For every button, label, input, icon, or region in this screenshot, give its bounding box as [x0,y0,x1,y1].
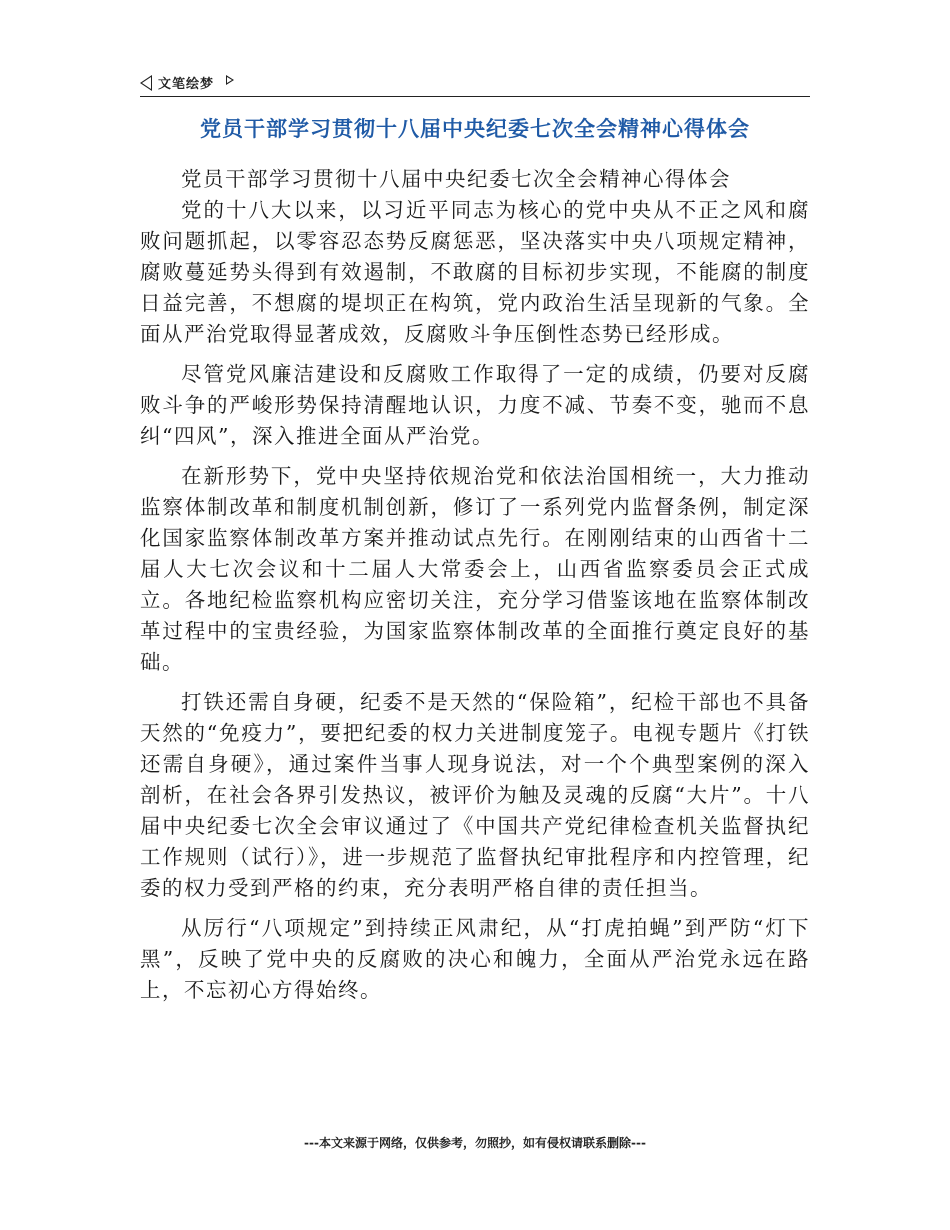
page-footer-disclaimer: ---本文来源于网络，仅供参考，勿照抄，如有侵权请联系删除--- [304,1136,646,1150]
triangle-left-icon [140,75,152,91]
document-body [140,164,810,1015]
body-paragraph: 在新形势下，党中央坚持依规治党和依法治国相统一，大力推动监察体制改革和制度机制创新，修订了一系列党内监督条例，制定深化国家监察体制改革方案并推动试点先行。在刚刚结束的山西省十二届人大七次会议和十二届人大常委会上，山西省监察委员会正式成立。各地纪检监察机构应密切关注，充分学习借鉴该地在监察体制改革过程中的宝贵经验，为国家监察体制改革的全面推行奠定良好的基础。 [140,464,810,674]
document-title: 党员干部学习贯彻十八届中央纪委七次全会精神心得体会 [200,117,750,141]
body-paragraph: 从厉行“八项规定”到持续正风肃纪，从“打虎拍蝇”到严防“灯下黑”，反映了党中央的反腐败的决心和魄力，全面从严治党永远在路上，不忘初心方得始终。 [140,916,810,1002]
body-subtitle-paragraph: 党员干部学习贯彻十八届中央纪委七次全会精神心得体会 [181,167,731,191]
page-header [140,70,810,97]
body-paragraph: 党的十八大以来，以习近平同志为核心的党中央从不正之风和腐败问题抓起，以零容忍态势反腐惩恶，坚决落实中央八项规定精神，腐败蔓延势头得到有效遏制，不敢腐的目标初步实现，不能腐的制度日益完善，不想腐的堤坝正在构筑，党内政治生活呈现新的气象。全面从严治党取得显著成效，反腐败斗争压倒性态势已经形成。 [140,198,810,346]
header-brand-group [140,73,234,92]
triangle-right-icon [226,75,234,85]
body-paragraph: 尽管党风廉洁建设和反腐败工作取得了一定的成绩，仍要对反腐败斗争的严峻形势保持清醒地认识，力度不减、节奏不变，驰而不息纠“四风”，深入推进全面从严治党。 [140,362,810,448]
header-brand: 文笔绘梦 [158,77,215,92]
body-paragraph: 打铁还需自身硬，纪委不是天然的“保险箱”，纪检干部也不具备天然的“免疫力”，要把纪委的权力关进制度笼子。电视专题片《打铁还需自身硬》，通过案件当事人现身说法，对一个个典型案例的深入剖析，在社会各界引发热议，被评价为触及灵魂的反腐“大片”。十八届中央纪委七次全会审议通过了《中国共产党纪律检查机关监督执纪工作规则（试行）》，进一步规范了监督执纪审批程序和内控管理，纪委的权力受到严格的约束，充分表明严格自律的责任担当。 [140,690,810,900]
